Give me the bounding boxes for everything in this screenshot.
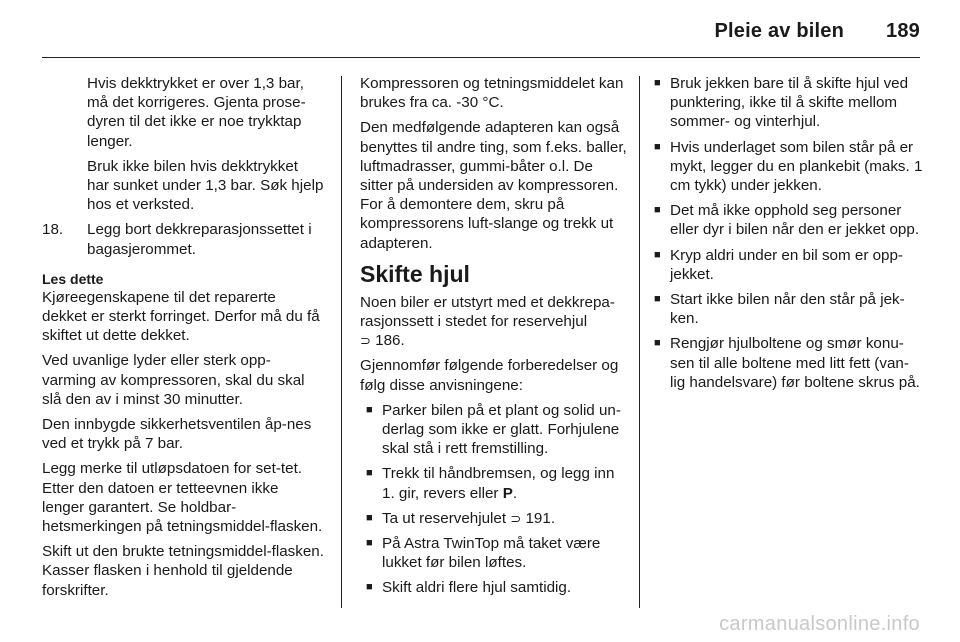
list-item [654,201,924,239]
bullet-icon: ■ [654,293,661,306]
paragraph-text: Noen biler er utstyrt med et dekkrepa-rasjonssett i stedet for reservehjul [360,293,615,331]
list-item [360,578,628,597]
list-item-text: Parker bilen på et plant og solid un-derlag som ikke er glatt. Forhjulene skal stå i rett fremstilling. [382,401,621,458]
paragraph: Legg merke til utløpsdatoen for set-tet. Etter den datoen er tetteevnen ikke lenger garantert. Se holdbar-hetsmerkingen på tetningsmiddel-flasken. [42,460,323,536]
list-item-text: Skift aldri flere hjul samtidig. [382,579,572,597]
list-item-text: Kryp aldri under en bil som er opp-jekket. [670,246,903,283]
page-reference: 186. [375,332,405,350]
note-title: Les dette [42,270,104,287]
bullet-icon: ■ [654,204,661,217]
bullet-icon: ■ [654,77,661,89]
note-text: Kjøreegenskapene til det reparerte dekket er sterkt forringet. Derfor må du få skiftet ut dette dekket. [42,288,320,345]
list-item-text: Start ikke bilen når den står på jek-ken. [670,291,905,328]
bullet-icon: ■ [366,403,373,416]
list-item [654,74,924,132]
paragraph: Hvis dekktrykket er over 1,3 bar, må det korrigeres. Gjenta prose-dyren til det ikke er noe trykktap lenger. [87,75,306,150]
page-header [0,0,960,58]
column-divider-1 [341,76,342,608]
paragraph: Ved uvanlige lyder eller sterk opp-varming av kompressoren, skal du skal slå den av i minst 30 minutter. [42,352,305,408]
header-title-row [714,20,920,43]
paragraph: Kompressoren og tetningsmiddelet kan brukes fra ca. -30 °C. [360,75,624,112]
list-item [360,401,628,459]
list-item [654,334,924,392]
list-item-text [382,464,628,502]
page-reference: 191. [525,509,556,527]
list-item [654,246,924,284]
paragraph: Skift ut den brukte tetningsmiddel-flasken. Kasser flasken i henhold til gjeldende forskrifter. [42,543,324,599]
list-item-text-part: Ta ut reservehjulet [382,509,507,527]
column-1 [42,74,324,606]
list-item [360,534,628,572]
list-item-text-part: . [512,484,518,502]
bullet-icon: ■ [366,537,373,550]
watermark-text: carmanualsonline.info [719,613,920,635]
bullet-icon: ■ [366,581,373,594]
header-rule [42,57,920,58]
column-2 [360,74,628,604]
list-item [360,464,628,502]
list-item-text: På Astra TwinTop må taket være lukket før bilen løftes. [382,535,601,572]
gear-p-label: P [502,484,513,502]
list-item [360,509,628,528]
list-item-text: Det må ikke opphold seg personer eller dyr i bilen når den er jekket opp. [670,202,920,239]
step-number: 18. [42,221,64,239]
column-divider-2 [639,76,640,608]
bullet-icon: ■ [366,467,373,480]
bullet-icon: ■ [654,248,661,261]
paragraph: Gjennomfør følgende forberedelser og følg disse anvisningene: [360,357,619,394]
bullet-icon: ■ [654,140,661,153]
section-heading: Skifte hjul [360,260,470,287]
numbered-step-18 [42,220,324,258]
bullet-list [360,401,628,598]
list-item-text-part: Trekk til håndbremsen, og legg inn 1. gir, revers eller [382,465,615,502]
list-item [654,290,924,328]
list-item-text [382,509,555,528]
bullet-icon: ■ [654,337,661,350]
page-reference-icon: ⊃ [510,510,522,526]
section-title: Pleie av bilen [714,20,845,42]
step-text: Legg bort dekkreparasjonssettet i bagasjerommet. [87,221,312,258]
page-number: 189 [886,20,920,42]
list-item-text: Hvis underlaget som bilen står på er mykt, legger du en plankebit (maks. 1 cm tykk) under jekken. [670,138,923,195]
paragraph: Den medfølgende adapteren kan også benyttes til andre ting, som f.eks. baller, luftmadrasser, gummi-båter o.l. De sitter på undersiden av kompressoren. For å demontere dem, skru på kompressorens luft-slange og trekk ut adapteren. [360,119,627,252]
bullet-icon: ■ [366,511,373,524]
bullet-list [654,74,924,392]
paragraph [360,293,628,351]
paragraph: Bruk ikke bilen hvis dekktrykket har sunket under 1,3 bar. Søk hjelp hos et verksted. [87,157,324,214]
list-item-text: Bruk jekken bare til å skifte hjul ved punktering, ikke til å skifte mellom sommer- og vinterhjul. [670,75,909,131]
column-3 [654,74,924,398]
list-item [654,138,924,196]
list-item-text: Rengjør hjulboltene og smør konu-sen til alle boltene med litt fett (van-lig handelsvare) før boltene skrus på. [670,335,920,391]
paragraph: Den innbygde sikkerhetsventilen åp-nes ved et trykk på 7 bar. [42,416,312,453]
page-reference-icon: ⊃ [360,333,371,349]
